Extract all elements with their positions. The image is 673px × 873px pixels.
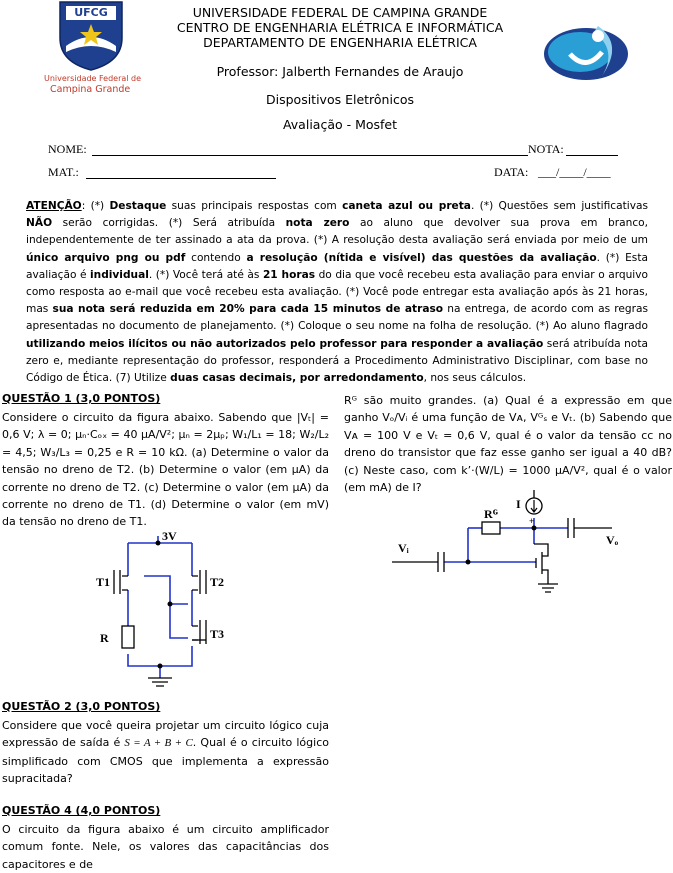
header-line-2: CENTRO DE ENGENHARIA ELÉTRICA E INFORMÁTICA (176, 20, 504, 35)
header-line-1: UNIVERSIDADE FEDERAL DE CAMPINA GRANDE (192, 5, 488, 20)
q2-expression: S = A + B + C (124, 737, 193, 750)
q1-t2-label: T2 (210, 575, 225, 589)
q1-t1-label: T1 (96, 575, 111, 589)
q4-rg-label: Rᴳ (484, 507, 499, 521)
nome-label: NOME: (48, 142, 87, 156)
ufcg-logo-text: UFCG (74, 6, 108, 19)
nota-label: NOTA: (528, 142, 564, 156)
q4-circuit (392, 488, 632, 606)
q1-body: Considere o circuito da figura abaixo. Sabendo que |Vₜ| = 0,6 V; λ = 0; μₙ·Cₒₓ = 40 μA/V²; μₙ = 2μₚ; W₁/L₁ = 18; W₂/L₂ = 4,5; W₃/L₃ = 0,25 e R = 10 kΩ. (a) Determine o valor da tensão no dreno de T2. (b) Determine o valor (em μA) da corrente no dreno de T2. (c) Determine o valor (em μA) da corrente no dreno de T1. (d) Determine o valor (em mV) da tensão no dreno de T1. (2, 411, 329, 529)
q1-circuit (92, 528, 272, 698)
attention-paragraph: ATENÇÃO: (*) Destaque suas principais respostas com caneta azul ou preta. (*) Questões sem justificativas NÃO serão corrigidas. (*) Será atribuída nota zero ao aluno que devolver sua prova em branco, independentemente de ter assinado a ata da prova. (*) A resolução desta avaliação será enviada por meio de um único arquivo png ou pdf contendo a resolução (nítida e visível) das questões da avaliação. (*) Esta avaliação é individual. (*) Você terá até às 21 horas do dia que você recebeu esta avaliação para enviar o arquivo como resposta ao e-mail que você recebeu esta avaliação. (*) Você pode entregar esta avaliação após às 21 horas, mas sua nota será reduzida em 20% para cada 15 minutos de atraso na entrega, de acordo com as regras apresentadas no documento de planejamento. (*) Coloque o seu nome na folha de resolução. (*) Ao aluno flagrado utilizando meios ilícitos ou não autorizados pelo professor para responder a avaliação será atribuída nota zero e, mediante representação do professor, responderá a Procedimento Administrativo Disciplinar, com base no Código de Ética. (7) Utilize duas casas decimais, por arredondamento, nos seus cálculos. (26, 200, 649, 385)
nota-field[interactable] (566, 155, 618, 156)
exam-title: Avaliação - Mosfet (282, 117, 398, 132)
professor: Professor: Jalberth Fernandes de Araujo (216, 64, 464, 79)
q1-title: QUESTÃO 1 (3,0 PONTOS) (2, 392, 161, 405)
course: Dispositivos Eletrônicos (266, 92, 414, 107)
q2-title: QUESTÃO 2 (3,0 PONTOS) (2, 700, 161, 713)
ufcg-caption-1: Universidade Federal de (44, 74, 142, 83)
q4-body: O circuito da figura abaixo é um circuito amplificador comum fonte. Nele, os valores das capacitâncias dos capacitores e de (2, 823, 329, 871)
ufcg-caption-2: Campina Grande (50, 84, 131, 95)
q1-t3-label: T3 (210, 627, 225, 641)
dee-logo (540, 14, 632, 86)
mat-field[interactable] (86, 178, 276, 179)
q4-vo-label: Vₒ (606, 533, 619, 547)
data-label: DATA: (494, 165, 529, 179)
header-line-3: DEPARTAMENTO DE ENGENHARIA ELÉTRICA (203, 35, 477, 50)
q4-i-label: I (516, 497, 521, 511)
q4-body-continued: Rᴳ são muito grandes. (a) Qual é a expressão em que ganho Vₒ/Vᵢ é uma função de Vᴀ, Vᴳₛ e Vₜ. (b) Sabendo que Vᴀ = 100 V e Vₜ = 0,6 V, qual é o valor da tensão cc no dreno do transistor que faz esse ganho ser igual a 40 dB? (c) Neste caso, com k’·(W/L) = 1000 μA/V², qual é o valor (em mA) de I? (344, 394, 672, 495)
q2-body: Considere que você queira projetar um circuito lógico cuja expressão de saída é S = A + B + C. Qual é o circuito lógico simplificado com CMOS que implementa a expressão supracitada? (2, 719, 329, 786)
q4-vi-label: Vᵢ (398, 541, 409, 555)
nome-field[interactable] (92, 155, 528, 156)
mat-label: MAT.: (48, 165, 79, 179)
q4-title: QUESTÃO 4 (4,0 PONTOS) (2, 804, 161, 817)
data-field[interactable]: ___/____/____ (538, 165, 611, 179)
q4-plus-label: + (529, 516, 535, 526)
q1-vdd-label: 3V (162, 529, 177, 543)
q1-r-label: R (100, 631, 109, 645)
